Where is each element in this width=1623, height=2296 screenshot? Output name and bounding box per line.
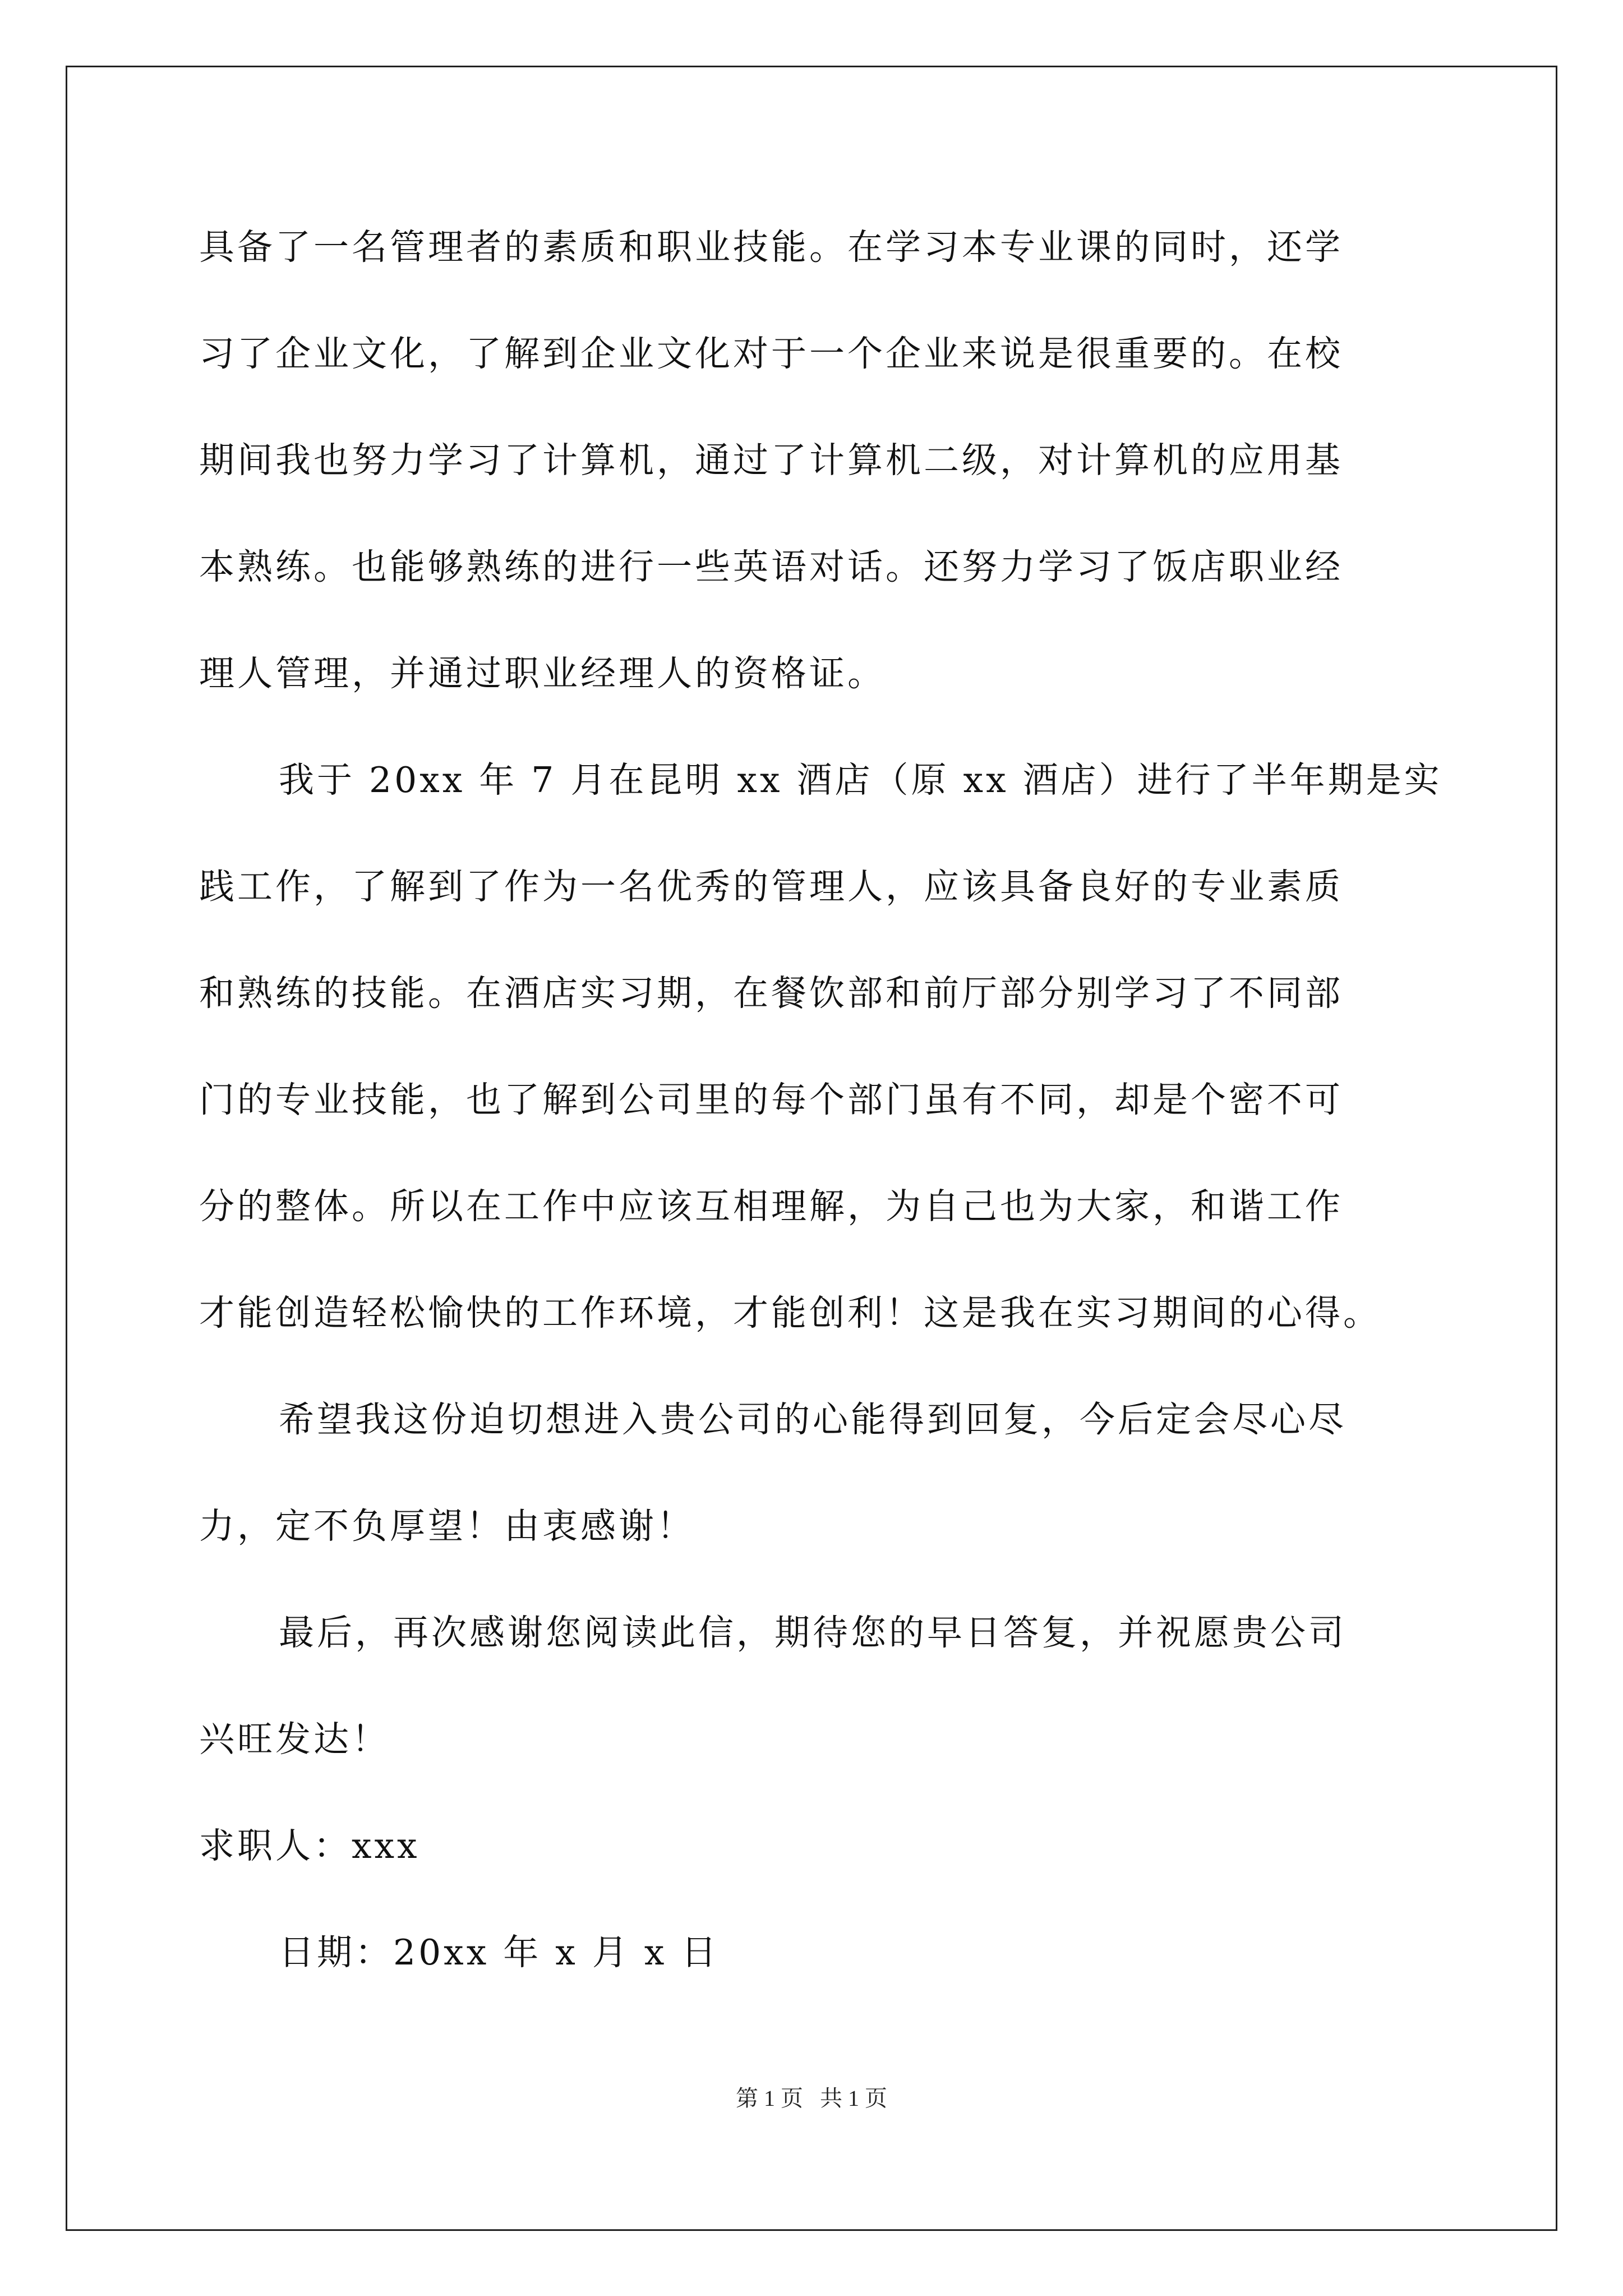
body-line: 分的整体。所以在工作中应该互相理解，为自己也为大家，和谐工作 xyxy=(199,1186,1343,1227)
body-line: 才能创造轻松愉快的工作环境，才能创利！这是我在实习期间的心得。 xyxy=(199,1292,1381,1333)
body-line: 和熟练的技能。在酒店实习期，在餐饮部和前厅部分别学习了不同部 xyxy=(199,973,1343,1014)
body-line: 兴旺发达！ xyxy=(199,1719,390,1760)
page-number-footer: 第 1 页 共 1 页 xyxy=(736,2086,887,2111)
paragraph-start-line: 我于 20xx 年 7 月在昆明 xx 酒店（原 xx 酒店）进行了半年期是实 xyxy=(279,760,1442,800)
paragraph-start-line: 希望我这份迫切想进入贵公司的心能得到回复，今后定会尽心尽 xyxy=(279,1399,1347,1440)
paragraph-start-line: 最后，再次感谢您阅读此信，期待您的早日答复，并祝愿贵公司 xyxy=(279,1612,1347,1653)
body-line: 期间我也努力学习了计算机，通过了计算机二级，对计算机的应用基 xyxy=(199,440,1343,481)
body-line: 门的专业技能，也了解到公司里的每个部门虽有不同，却是个密不可 xyxy=(199,1079,1343,1120)
body-line: 本熟练。也能够熟练的进行一些英语对话。还努力学习了饭店职业经 xyxy=(199,546,1343,587)
date-line: 日期：20xx 年 x 月 x 日 xyxy=(279,1932,720,1973)
body-line: 习了企业文化，了解到企业文化对于一个企业来说是很重要的。在校 xyxy=(199,333,1343,374)
signature-line: 求职人：xxx xyxy=(199,1825,420,1866)
body-line: 践工作，了解到了作为一名优秀的管理人，应该具备良好的专业素质 xyxy=(199,866,1343,907)
body-line: 具备了一名管理者的素质和职业技能。在学习本专业课的同时，还学 xyxy=(199,227,1343,268)
body-line: 力，定不负厚望！由衷感谢！ xyxy=(199,1506,695,1547)
page-border xyxy=(66,66,1557,2231)
body-line: 理人管理，并通过职业经理人的资格证。 xyxy=(199,653,886,694)
